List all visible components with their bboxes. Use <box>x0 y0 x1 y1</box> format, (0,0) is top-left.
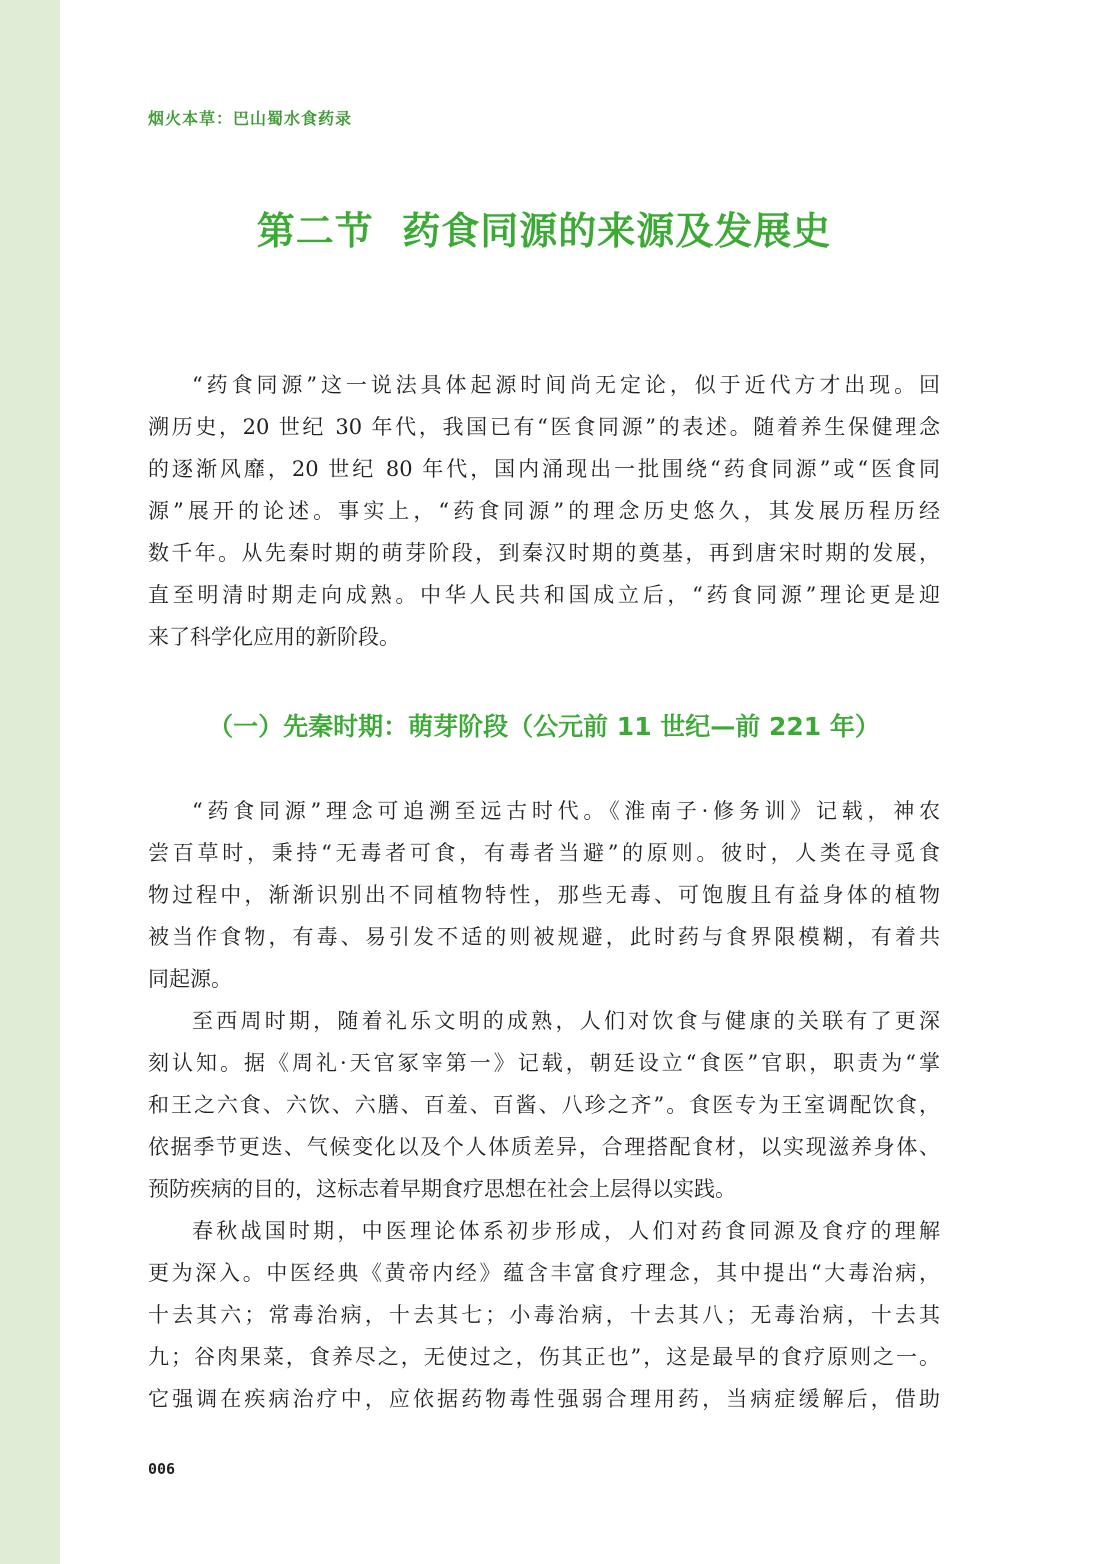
text-line: 尝百草时，秉持“无毒者可食，有毒者当避”的原则。彼时，人类在寻觅食 <box>148 841 940 865</box>
text-line: 来了科学化应用的新阶段。 <box>148 625 400 649</box>
text-line: 溯历史，20 世纪 30 年代，我国已有“医食同源”的表述。随着养生保健理念 <box>148 415 940 439</box>
text-line: 直至明清时期走向成熟。中华人民共和国成立后，“药食同源”理论更是迎 <box>148 583 940 607</box>
text-line: 的逐渐风靡，20 世纪 80 年代，国内涌现出一批围绕“药食同源”或“医食同 <box>148 457 940 481</box>
text-line: 物过程中，渐渐识别出不同植物特性，那些无毒、可饱腹且有益身体的植物 <box>148 883 940 907</box>
text-line: “药食同源”这一说法具体起源时间尚无定论，似于近代方才出现。回 <box>192 373 940 397</box>
text-line: 同起源。 <box>148 967 232 991</box>
text-line: “药食同源”理念可追溯至远古时代。《淮南子·修务训》记载，神农 <box>192 799 940 823</box>
text-line: 十去其六；常毒治病，十去其七；小毒治病，十去其八；无毒治病，十去其 <box>148 1303 940 1327</box>
section-title: 第二节 药食同源的来源及发展史 <box>256 209 832 253</box>
text-line: 源”展开的论述。事实上，“药食同源”的理念历史悠久，其发展历程历经 <box>148 499 940 523</box>
text-line: 被当作食物，有毒、易引发不适的则被规避，此时药与食界限模糊，有着共 <box>148 925 940 949</box>
body-paragraphs <box>148 790 940 1420</box>
text-line: 依据季节更迭、气候变化以及个人体质差异，合理搭配食材，以实现滋养身体、 <box>148 1135 940 1159</box>
text-line: 春秋战国时期，中医理论体系初步形成，人们对药食同源及食疗的理解 <box>192 1219 940 1243</box>
text-line: 和王之六食、六饮、六膳、百羞、百酱、八珍之齐”。食医专为王室调配饮食， <box>148 1093 940 1117</box>
intro-paragraph <box>148 364 940 658</box>
text-line: 九；谷肉果菜，食养尽之，无使过之，伤其正也”，这是最早的食疗原则之一。 <box>148 1345 940 1369</box>
text-line: 数千年。从先秦时期的萌芽阶段，到秦汉时期的奠基，再到唐宋时期的发展， <box>148 541 940 565</box>
subsection-heading: （一）先秦时期：萌芽阶段（公元前 11 世纪—前 221 年） <box>208 712 880 741</box>
text-line: 预防疾病的目的，这标志着早期食疗思想在社会上层得以实践。 <box>148 1177 736 1201</box>
side-decoration-strip <box>0 0 60 1564</box>
page-number: 006 <box>148 1460 176 1478</box>
text-line: 刻认知。据《周礼·天官冢宰第一》记载，朝廷设立“食医”官职，职责为“掌 <box>148 1051 940 1075</box>
text-line: 更为深入。中医经典《黄帝内经》蕴含丰富食疗理念，其中提出“大毒治病， <box>148 1261 940 1285</box>
text-line: 至西周时期，随着礼乐文明的成熟，人们对饮食与健康的关联有了更深 <box>192 1009 940 1033</box>
running-header: 烟火本草：巴山蜀水食药录 <box>148 109 353 128</box>
text-line: 它强调在疾病治疗中，应依据药物毒性强弱合理用药，当病症缓解后，借助 <box>148 1387 940 1411</box>
